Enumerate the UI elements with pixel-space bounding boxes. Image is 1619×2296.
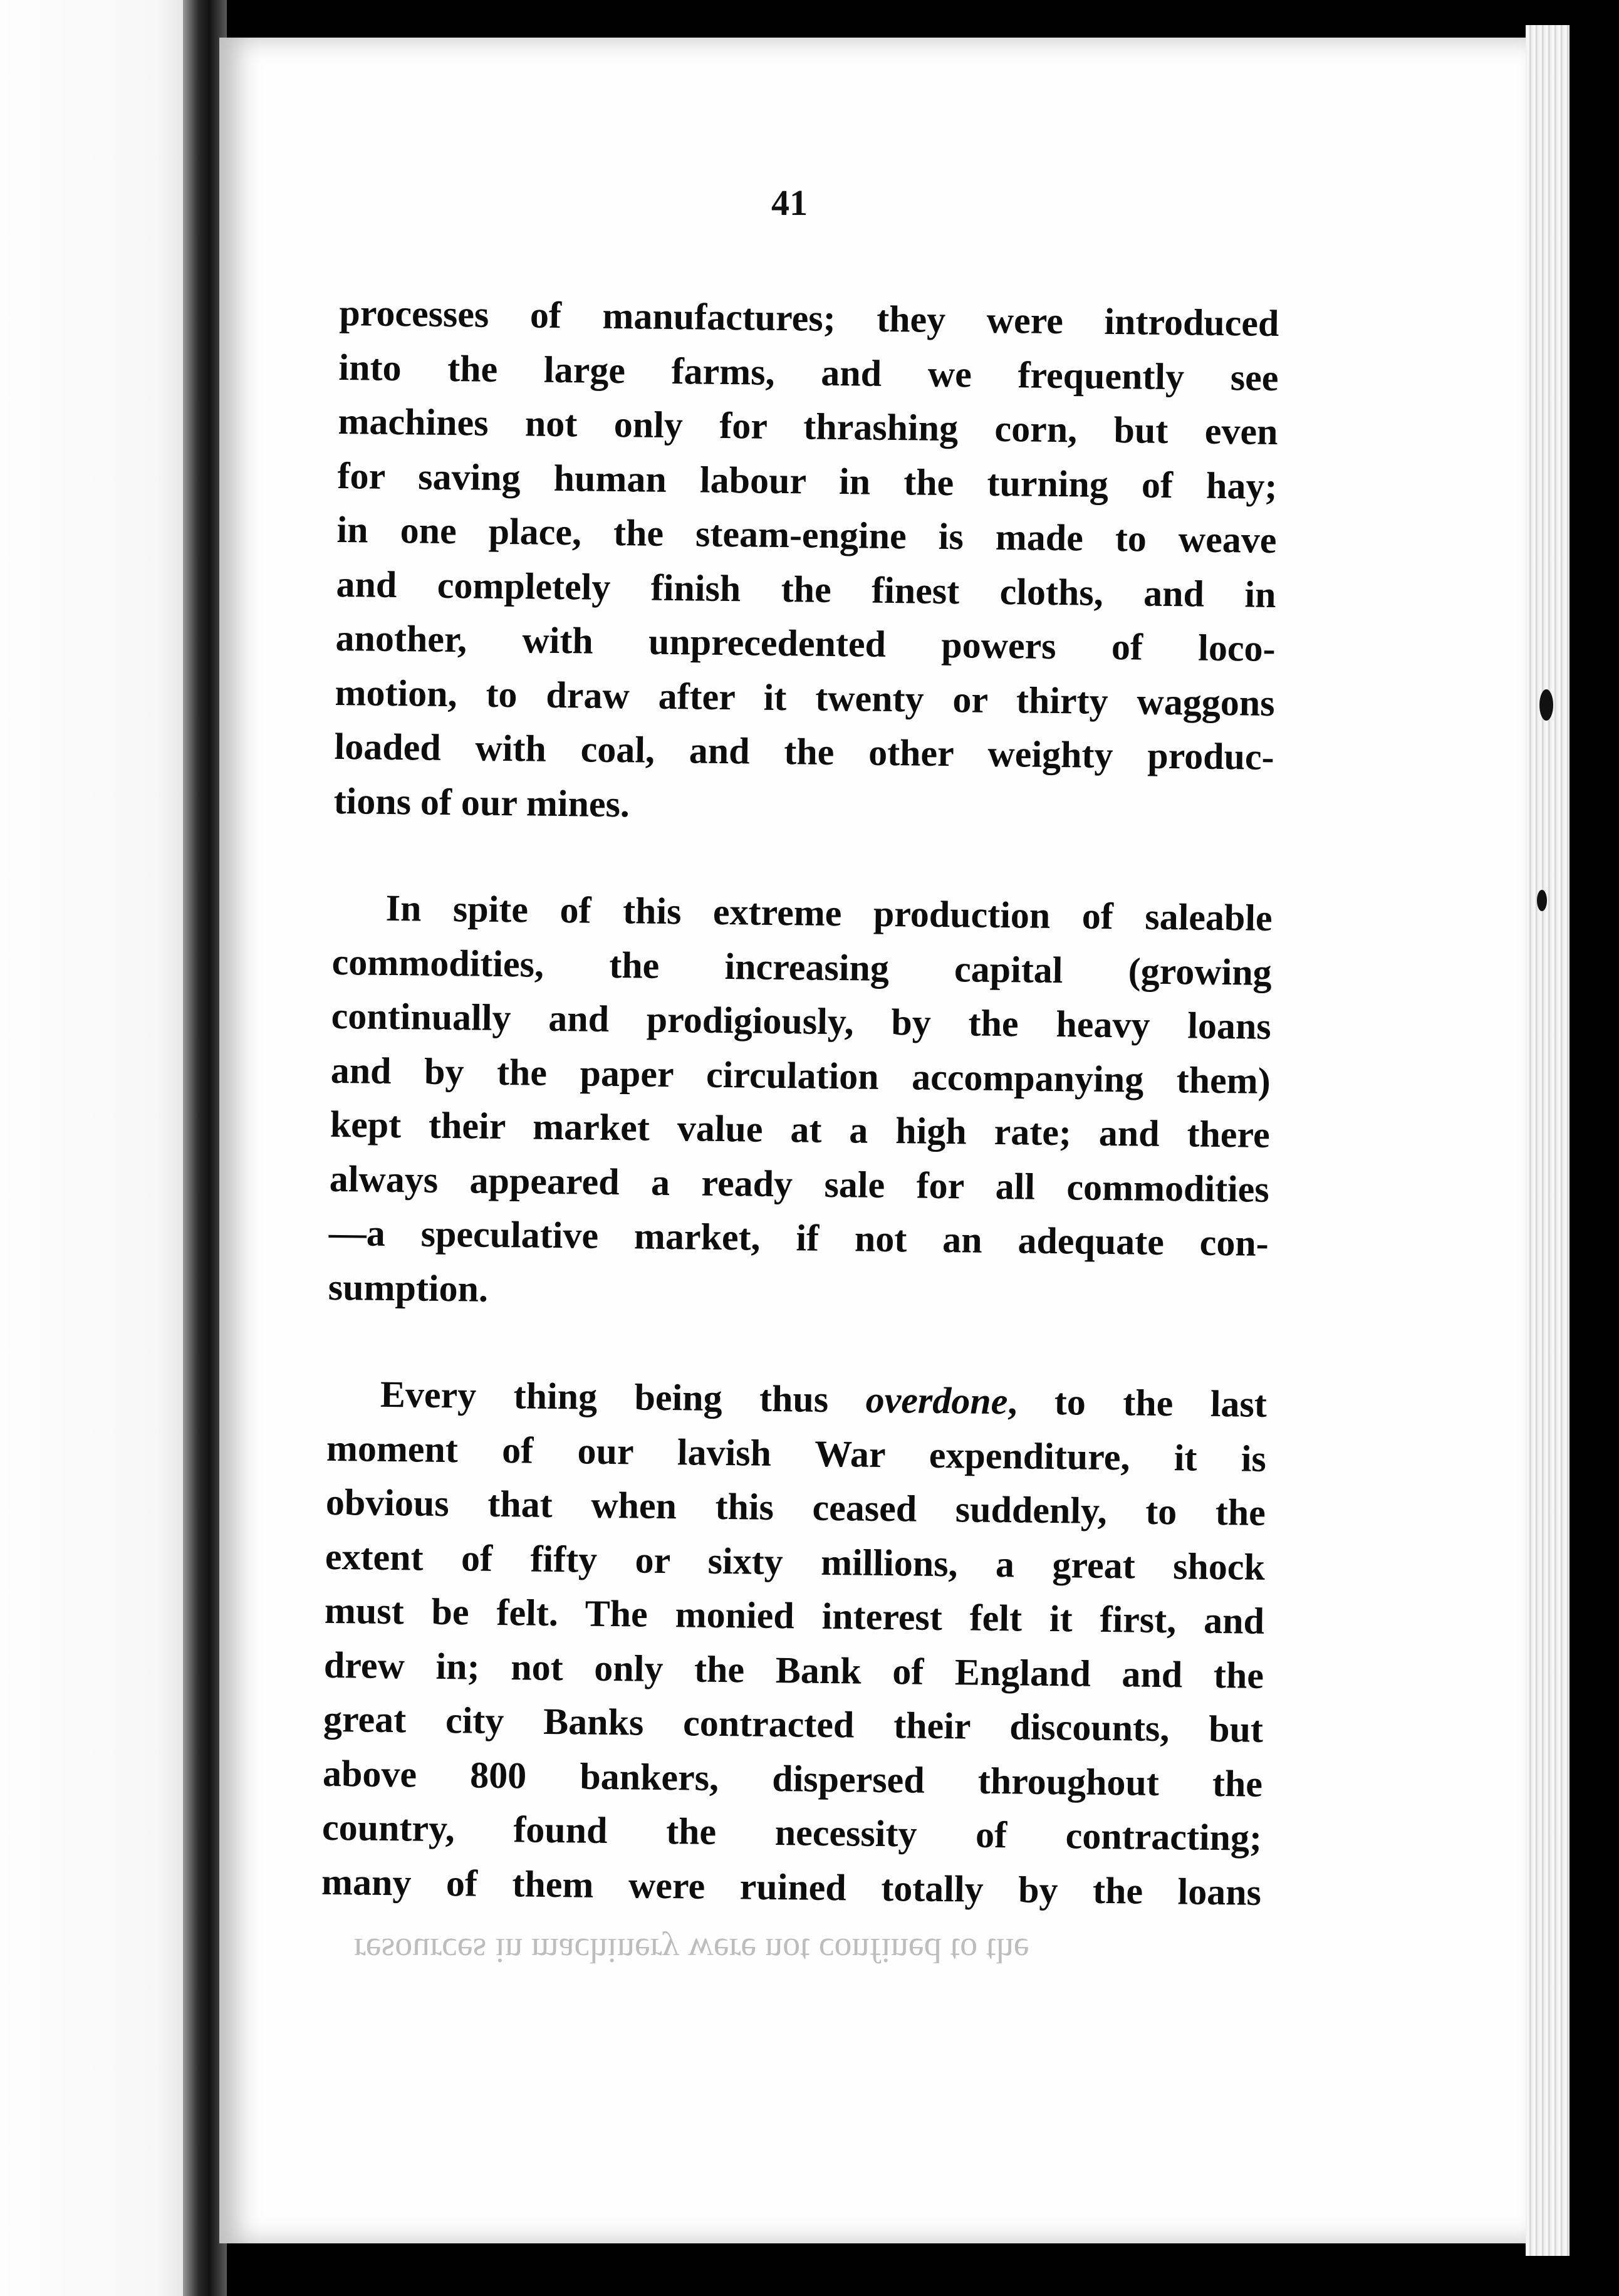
margin-fragment <box>0 1069 207 1124</box>
paragraph-1 <box>333 286 1279 838</box>
margin-fragment <box>0 1177 207 1232</box>
text-line: obvious that when this ceased suddenly, to the <box>325 1481 1266 1533</box>
text-line: country, found the necessity of contracting; <box>321 1806 1262 1859</box>
margin-fragment <box>0 1232 207 1286</box>
text-line: great city Banks contracted their discounts, but <box>323 1698 1264 1750</box>
margin-fragment <box>0 798 207 853</box>
text-line: processes of manufactures; they were introduced <box>339 291 1279 345</box>
margin-fragment <box>0 852 207 907</box>
text-line: and by the paper circulation accompanying them) <box>330 1049 1271 1102</box>
margin-fragment <box>0 1774 207 1829</box>
page-number: 41 <box>771 182 808 223</box>
text-line: must be felt. The monied interest felt it first, and <box>324 1589 1265 1642</box>
margin-fragment <box>0 1936 207 1991</box>
margin-fragment <box>0 527 207 582</box>
margin-fragment <box>0 1015 207 1070</box>
margin-fragment <box>0 1286 207 1340</box>
margin-fragment <box>0 1719 207 1774</box>
margin-fragment <box>0 907 207 961</box>
left-page <box>0 0 207 2296</box>
text-line: loaded with coal, and the other weighty produc- <box>334 725 1274 778</box>
text-line: commodities, the increasing capital (growing <box>331 941 1273 993</box>
paragraph-3 <box>321 1367 1268 1919</box>
text-line <box>326 1367 1267 1432</box>
margin-fragment <box>0 961 207 1015</box>
bleed-through-text: resources in machinery were not confined to the <box>354 1931 1029 1970</box>
text-line: for saving human labour in the turning of hay; <box>337 454 1278 507</box>
text-line: above 800 bankers, dispersed throughout the <box>322 1752 1263 1805</box>
margin-fragment <box>0 1882 207 1937</box>
text-line: always appeared a ready sale for all commodities <box>329 1157 1270 1210</box>
margin-fragment <box>0 419 207 473</box>
margin-fragment <box>0 635 207 690</box>
body-text <box>321 286 1279 1919</box>
text-run: Every thing being thus <box>380 1373 867 1421</box>
text-line: machines not only for thrashing corn, but even <box>338 400 1278 453</box>
margin-fragment <box>0 1557 207 1612</box>
margin-fragment <box>0 1666 207 1720</box>
text-line: into the large farms, and we frequently see <box>338 346 1279 399</box>
text-line: continually and prodigiously, by the heavy loans <box>331 994 1272 1047</box>
margin-fragment <box>0 1503 207 1557</box>
page-edge <box>1526 25 1570 2256</box>
margin-fragment <box>0 1394 207 1449</box>
text-run: , to the last <box>1007 1380 1268 1425</box>
margin-fragment <box>0 582 207 636</box>
text-line: tions of our mines. <box>333 780 630 825</box>
margin-fragment <box>0 690 207 744</box>
text-line: and completely finish the finest cloths, and in <box>336 563 1276 615</box>
text-line: moment of our lavish War expenditure, it is <box>326 1427 1267 1479</box>
text-line: many of them were ruined totally by the loans <box>321 1860 1262 1913</box>
text-line: —a speculative market, if not an adequate con- <box>328 1211 1269 1264</box>
left-margin-fragments <box>0 310 207 1991</box>
margin-fragment <box>0 365 207 419</box>
emphasis-text: overdone <box>865 1379 1008 1422</box>
text-line: another, with unprecedented powers of loco- <box>335 617 1276 669</box>
margin-fragment <box>0 744 207 798</box>
text-line: In spite of this extreme production of saleable <box>385 887 1273 939</box>
text-line: in one place, the steam-engine is made to weave <box>336 508 1277 561</box>
text-line: kept their market value at a high rate; and there <box>330 1103 1271 1156</box>
paragraph-2 <box>328 880 1273 1325</box>
margin-fragment <box>0 1828 207 1882</box>
margin-fragment <box>0 1611 207 1666</box>
text-line: sumption. <box>328 1266 489 1310</box>
margin-fragment <box>0 1449 207 1503</box>
margin-fragment <box>0 1340 207 1395</box>
text-line: drew in; not only the Bank of England and the <box>323 1644 1264 1696</box>
text-line: extent of fifty or sixty millions, a great shock <box>325 1535 1266 1588</box>
margin-fragment <box>0 310 207 365</box>
text-line: motion, to draw after it twenty or thirty waggons <box>335 671 1275 724</box>
margin-fragment <box>0 1124 207 1178</box>
margin-fragment <box>0 473 207 528</box>
